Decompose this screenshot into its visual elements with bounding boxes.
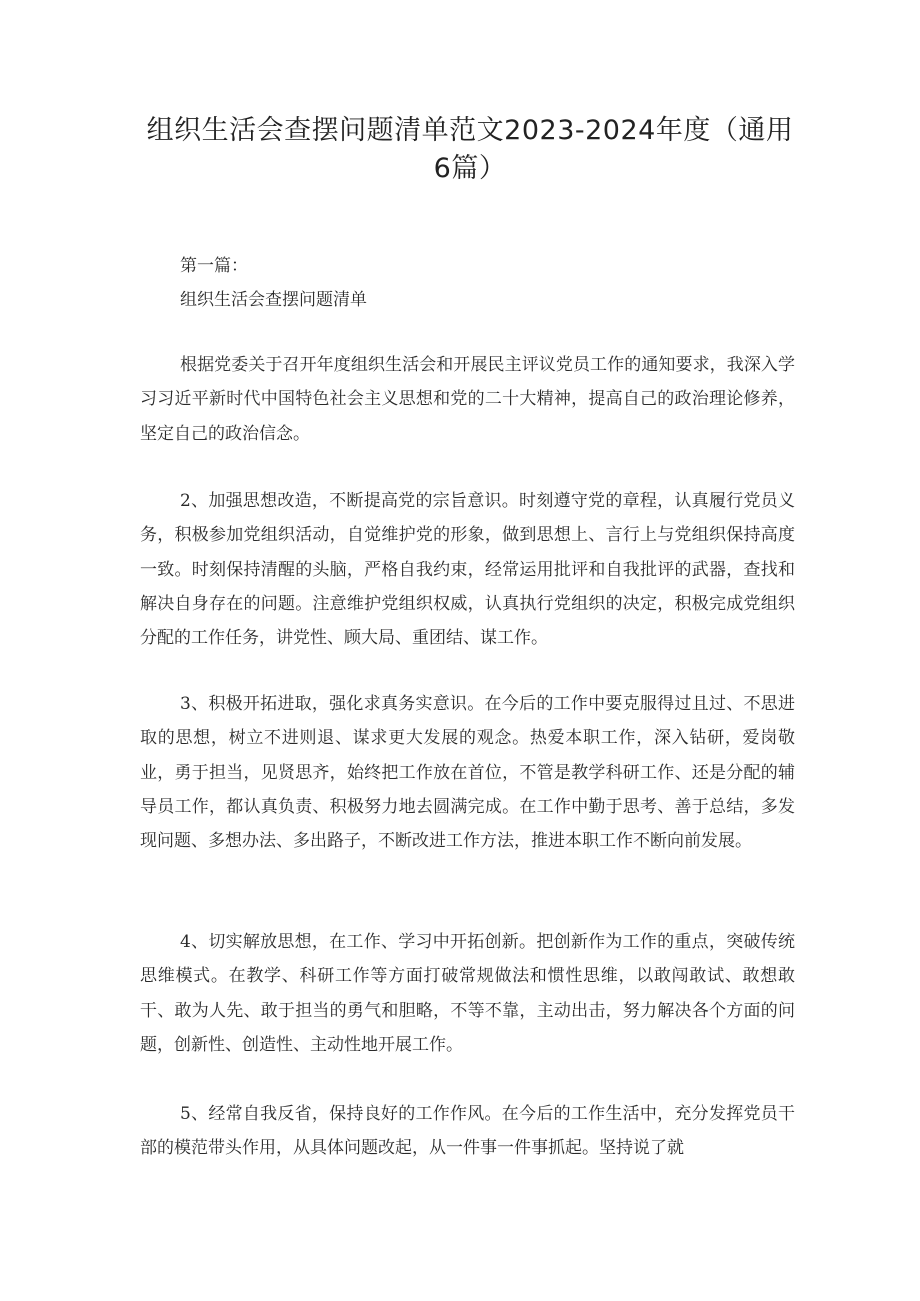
paragraph-item-4: 4、切实解放思想，在工作、学习中开拓创新。把创新作为工作的重点，突破传统思维模式。在教学、科研工作等方面打破常规做法和惯性思维，以敢闯敢试、敢想敢干、敢为人先、敢于担当的勇气和胆略，不等不靠，主动出击，努力解决各个方面的问题，创新性、创造性、主动性地开展工作。 (140, 932, 795, 1055)
paragraph-item-2: 2、加强思想改造，不断提高党的宗旨意识。时刻遵守党的章程，认真履行党员义务，积极参加党组织活动，自觉维护党的形象，做到思想上、言行上与党组织保持高度一致。时刻保持清醒的头脑，严格自我约束，经常运用批评和自我批评的武器，查找和解决自身存在的问题。注意维护党组织权威，认真执行党组织的决定，积极完成党组织分配的工作任务，讲党性、顾大局、重团结、谋工作。 (140, 491, 795, 649)
paragraph-item-5: 5、经常自我反省，保持良好的工作作风。在今后的工作生活中，充分发挥党员干部的模范带头作用，从具体问题改起，从一件事一件事抓起。坚持说了就 (140, 1104, 795, 1159)
section-title: 组织生活会查摆问题清单 (180, 290, 367, 310)
document-title: 组织生活会查摆问题清单范文2023-2024年度（通用6篇） (146, 115, 794, 184)
paragraph-intro: 根据党委关于召开年度组织生活会和开展民主评议党员工作的通知要求，我深入学习习近平新时代中国特色社会主义思想和党的二十大精神，提高自己的政治理论修养，坚定自己的政治信念。 (140, 355, 795, 444)
section-label: 第一篇： (180, 256, 248, 276)
paragraph-item-3: 3、积极开拓进取，强化求真务实意识。在今后的工作中要克服得过且过、不思进取的思想，树立不进则退、谋求更大发展的观念。热爱本职工作，深入钻研，爱岗敬业，勇于担当，见贤思齐，始终把工作放在首位，不管是教学科研工作、还是分配的辅导员工作，都认真负责、积极努力地去圆满完成。在工作中勤于思考、善于总结，多发现问题、多想办法、多出路子，不断改进工作方法，推进本职工作不断向前发展。 (140, 694, 795, 852)
